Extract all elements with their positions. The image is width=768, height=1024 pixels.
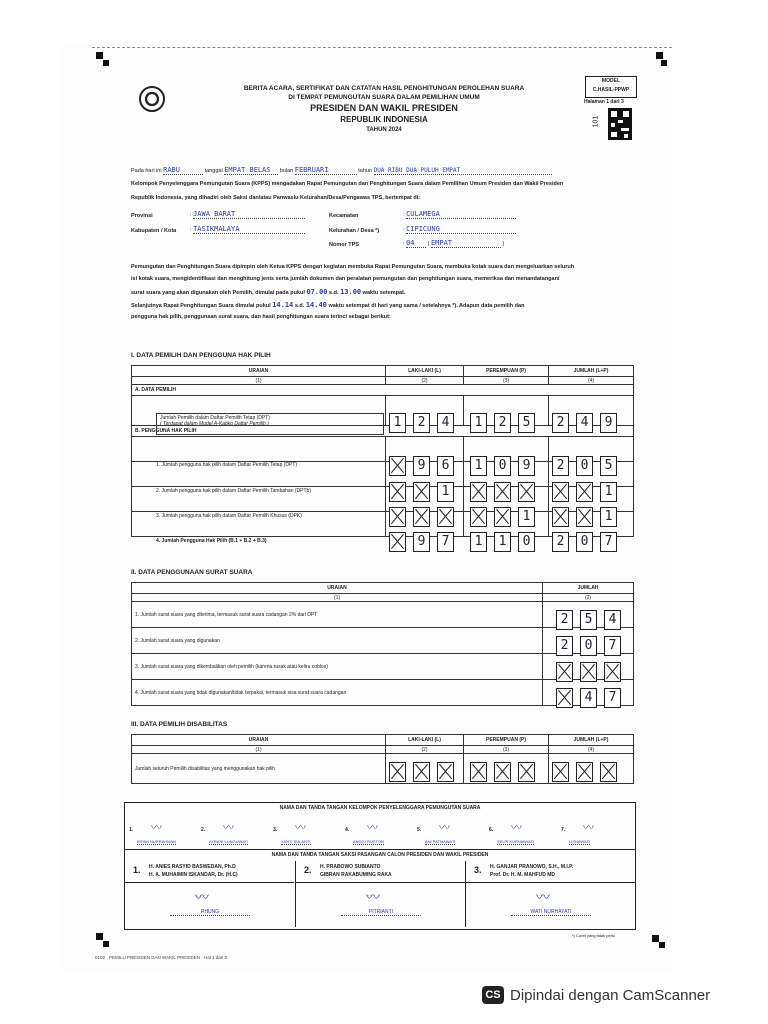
kpps-signature [129,817,199,847]
kpps-signature [489,817,559,847]
b1-digit-box: 5 [600,456,617,476]
b4-digit-box [389,532,406,552]
camscanner-text: Dipindai dengan CamScanner [510,986,711,1004]
pasangan-divider [466,882,635,883]
kpps-name: ANGGI RUSTON [353,839,384,844]
b1-digit-box [389,456,406,476]
disabilitas-digit-box [552,762,569,782]
candidate-vice: Prof. Dr. H. M. MAHFUD MD [490,872,555,878]
model-code: C.HASIL-PPWP [592,87,630,93]
saksi-name: WATI NURHAYATI [511,909,591,916]
registration-mark [103,60,109,66]
b1-digit-box: 9 [518,456,535,476]
pasangan-list [125,861,635,927]
b4-digit-box: 0 [576,532,593,552]
col-uraian: URAIAN [132,583,543,594]
kabupaten-label: Kabupaten / Kota [131,228,177,234]
b3-digit-box [470,507,487,527]
b3-digit-box: 1 [518,507,535,527]
kpps-signature [417,817,487,847]
disabilitas-digit-box [494,762,511,782]
kpps-list [129,817,629,847]
start-time: 07.00 [306,288,328,296]
kpps-name: AI RANI LUNGUWATI [209,839,249,844]
b4-digit-box: 7 [437,532,454,552]
signature-scribble-icon: 〰 [439,822,450,834]
kelurahan-field: : CIPICUNG [403,225,516,234]
candidate-president: H. PRABOWO SUBIANTO [320,864,381,870]
r1-digit-box: 5 [580,610,597,630]
col-num: (4) [549,377,634,385]
header-line4: REPUBLIK INDONESIA [340,115,428,124]
hari-label: Pada hari ini [131,168,162,174]
disabilitas-digit-box [576,762,593,782]
registration-mark [96,52,103,59]
candidate-vice: H. A. MUHAIMIN ISKANDAR, Dr. (H.C) [149,872,238,878]
b2-digit-box [413,482,430,502]
count-end: 14.40 [305,301,327,309]
camscanner-watermark [482,986,710,1004]
disabilitas-digit-box [437,762,454,782]
r2-label: 2. Jumlah surat suara yang digunakan [132,628,543,654]
model-label: MODEL [601,78,621,84]
registration-mark [656,52,663,59]
page-info: Halaman 1 dari 3 [584,99,624,105]
procedure-p3-line [131,288,405,296]
col-num: (1) [132,377,386,385]
dpt-digit-box: 2 [494,413,511,433]
col-num: (2) [386,746,464,754]
dpt-digit-box: 2 [413,413,430,433]
disabilitas-label: Jumlah seluruh Pemilih disabilitas yang menggunakan hak pilih [132,754,386,784]
cut-line [92,47,672,48]
intro-para1: Kelompok Penyelenggara Pemungutan Suara (KPPS) mengadakan Rapat Pemungutan dan Penghitungan Suara dalam Pemilihan Umum Presiden dan Wakil Presiden [131,181,564,187]
kpps-signature [345,817,415,847]
tanggal-label: tanggal [204,168,223,174]
model-box [585,76,637,98]
procedure-p3b: waktu setempat. [362,290,406,296]
tps-value: 04 [406,239,426,248]
r3-label: 3. Jumlah surat suara yang dikembalikan oleh pemilih (karena rusak atau keliru coblos) [132,654,543,680]
kpps-title: NAMA DAN TANDA TANGAN KELOMPOK PENYELENGGARA PEMUNGUTAN SUARA [279,805,481,811]
dpt-label: Jumlah Pemilih dalam Daftar Pemilih Tetap (DPT) [160,415,270,421]
kecamatan-value: CULAMEGA [406,210,516,219]
col-jumlah: JUMLAH (L+P) [549,735,634,746]
bulan-label: bulan [279,168,294,174]
sd-label-2: s.d. [294,303,305,309]
kpps-number: 7. [561,827,566,833]
dpt-digit-box: 5 [518,413,535,433]
saksi-name: PITRIANTI [341,909,421,916]
procedure-p5: pengguna hak pilih, penggunaan surat suara, dan hasil penghitungan suara terinci sebagai berikut: [131,314,391,320]
section1-title: I. DATA PEMILIH DAN PENGGUNA HAK PILIH [131,352,271,359]
section-b-title: B. PENGGUNA HAK PILIH [132,426,634,437]
col-num: (1) [132,594,543,602]
b2-digit-box: 1 [600,482,617,502]
signature-scribble-icon: 〰 [295,822,306,834]
intro-para2: Republik Indonesia, yang dihadiri oleh Saksi dan/atau Panwaslu Kelurahan/Desa/Pengawas TPS, bertempat di: [131,195,421,201]
header-line1: BERITA ACARA, SERTIFIKAT DAN CATATAN HASIL PENGHITUNGAN PEROLEHAN SUARA [243,85,525,92]
b1-digit-box: 1 [470,456,487,476]
section2-title: II. DATA PENGGUNAAN SURAT SUARA [131,569,253,576]
col-perempuan: PEREMPUAN (P) [464,366,549,377]
r4-digit-box [556,688,573,708]
sd-label: s.d. [329,290,339,296]
b2-digit-box [389,482,406,502]
disabilitas-digit-box [413,762,430,782]
camscanner-logo-icon: CS [482,986,504,1004]
note: *) Coret yang tidak perlu [572,933,616,938]
r1-label: 1. Jumlah surat suara yang diterima, termasuk surat suara cadangan 2% dari DPT [132,602,543,628]
signature-scribble-icon: 〰 [511,822,522,834]
b3-digit-box [389,507,406,527]
disabilitas-digit-box [518,762,535,782]
procedure-p4-line [131,301,524,309]
r1-digit-box: 4 [604,610,621,630]
b4-digit-box: 2 [552,532,569,552]
signature-scribble-icon: 〰 [223,822,234,834]
bulan-value: FEBRUARI [295,166,357,175]
col-num: (3) [464,746,549,754]
disabilitas-digit-box [600,762,617,782]
registration-mark [659,942,665,948]
provinsi-value: JAWA BARAT [193,210,305,219]
tps-field: : 04 ( EMPAT ) [403,239,505,247]
count-start: 14.14 [272,301,294,309]
saksi-title: NAMA DAN TANDA TANGAN SAKSI PASANGAN CALON PRESIDEN DAN WAKIL PRESIDEN [125,849,635,858]
b2-digit-box [552,482,569,502]
b2-digit-box [494,482,511,502]
r4-label: 4. Jumlah surat suara yang tidak digunakan/tidak terpakai, termasuk sisa surat suara cadangan [132,680,543,706]
b3-digit-box [576,507,593,527]
signature-scribble-icon: 〰 [367,822,378,834]
kpps-number: 3. [273,827,278,833]
disabilitas-digit-box [470,762,487,782]
b1-digit-box: 2 [552,456,569,476]
r3-digit-box [580,662,597,682]
b3-digit-box [413,507,430,527]
header-line2: DI TEMPAT PEMUNGUTAN SUARA DALAM PEMILIHAN UMUM [288,94,480,101]
b2-label: 2. Jumlah pengguna hak pilih dalam Daftar Pemilih Tambahan (DPTb) [156,488,311,494]
signature-scribble-icon: 〰 [536,889,550,905]
procedure-p4: Selanjutnya Rapat Penghitungan Suara dimulai pukul [131,303,271,309]
b3-digit-box [494,507,511,527]
registration-mark [103,941,109,947]
kabupaten-value: TASIKMALAYA [193,225,305,234]
tahun-label: tahun [358,168,373,174]
kpps-number: 2. [201,827,206,833]
saksi-name: RHUNG [170,909,250,916]
r4-digit-box: 7 [604,688,621,708]
pasangan-divider [296,882,465,883]
candidate-vice: GIBRAN RAKABUMING RAKA [320,872,392,878]
qr-code-icon [608,108,632,140]
col-uraian: URAIAN [132,735,386,746]
procedure-p2: isi kotak suara, mengidentifikasi dan menghitung jenis serta jumlah dokumen dan peralatan pemungutan dan penghitungan suara, memeriksa dan menandatangani [131,276,560,282]
dpt-digit-box: 2 [552,413,569,433]
candidate-president: H. ANIES RASYID BASWEDAN, Ph.D [149,864,236,870]
col-laki: LAKI-LAKI (L) [386,735,464,746]
dpt-digit-box: 1 [389,413,406,433]
b1-digit-box: 0 [494,456,511,476]
kpps-name: YANTI SULANTI [281,839,311,844]
r2-digit-box: 7 [604,636,621,656]
candidate-president: H. GANJAR PRANOWO, S.H., M.I.P. [490,864,574,870]
hari-value: RABU [163,166,203,175]
dpt-row-label [156,413,384,435]
kpps-name: LISNAWATI [569,839,590,844]
b3-label: 3. Jumlah pengguna hak pilih dalam Daftar Pemilih Khusus (DPK) [156,513,302,519]
col-num: (4) [549,746,634,754]
kpps-number: 6. [489,827,494,833]
signature-scribble-icon: 〰 [195,889,209,905]
col-num: (2) [543,594,634,602]
kpps-signature [273,817,343,847]
dpt-digit-box: 9 [600,413,617,433]
b3-digit-box [437,507,454,527]
b3-digit-box [552,507,569,527]
signature-scribble-icon: 〰 [366,889,380,905]
kpps-name: IRPAN NURRAHMAN [137,839,177,844]
header-line5: TAHUN 2024 [366,127,402,133]
provinsi-field: : JAWA BARAT [190,210,305,219]
pasangan-number: 1. [133,865,141,875]
tps-label: Nomor TPS [329,242,359,248]
col-num: (3) [464,377,549,385]
b1-digit-box: 6 [437,456,454,476]
col-num: (1) [132,746,386,754]
qr-number: 101 [592,115,600,128]
b2-digit-box [470,482,487,502]
procedure-p1: Pemungutan dan Penghitungan Suara dipimpin oleh Ketua KPPS dengan kegiatan membuka Rapat Pemungutan Suara, membuka kotak suara dan mengeluarkan seluruh [131,264,575,270]
signature-block [124,802,636,930]
pasangan-cell [125,861,294,927]
dpt-label-note: ( Terdapat dalam Model A-Kabko Daftar Pemilih ) [160,421,269,427]
r4-digit-box: 4 [580,688,597,708]
dpt-digit-box: 4 [437,413,454,433]
registration-mark [661,60,667,66]
col-uraian: URAIAN [132,366,386,377]
dpt-digit-box: 4 [576,413,593,433]
r2-digit-box: 0 [580,636,597,656]
pasangan-cell [295,861,465,927]
b4-digit-box: 0 [518,532,535,552]
r2-digit-box: 2 [556,636,573,656]
r1-digit-box: 2 [556,610,573,630]
r3-digit-box [556,662,573,682]
section3-title: III. DATA PEMILIH DISABILITAS [131,721,228,728]
kpps-signature [561,817,631,847]
b4-digit-box: 1 [470,532,487,552]
disabilitas-digit-box [389,762,406,782]
col-laki: LAKI-LAKI (L) [386,366,464,377]
kpps-number: 5. [417,827,422,833]
tanggal-value: EMPAT BELAS [224,166,278,175]
col-jumlah: JUMLAH [543,583,634,594]
pasangan-divider [125,882,294,883]
col-num: (2) [386,377,464,385]
col-jumlah: JUMLAH (L+P) [549,366,634,377]
b3-digit-box: 1 [600,507,617,527]
r3-digit-box [604,662,621,682]
tahun-value: DUA RIBU DUA PULUH EMPAT [374,167,552,175]
b2-digit-box [576,482,593,502]
end-time: 13.00 [340,288,362,296]
date-line [131,166,552,175]
registration-mark [96,933,103,940]
provinsi-label: Provinsi [131,213,153,219]
signature-scribble-icon: 〰 [151,822,162,834]
pasangan-number: 2. [304,865,312,875]
kpps-signature [201,817,271,847]
b4-label: 4. Jumlah Pengguna Hak Pilih (B.1 + B.2 + B.3) [156,538,267,544]
b2-digit-box [518,482,535,502]
b4-digit-box: 7 [600,532,617,552]
footer-text: 0102 · PEMILU PRESIDEN DAN WAKIL PRESIDEN · Hal 1 dari 3 [95,955,227,960]
b4-digit-box: 9 [413,532,430,552]
kpps-number: 4. [345,827,350,833]
pasangan-number: 3. [474,865,482,875]
b1-digit-box: 9 [413,456,430,476]
pasangan-cell [465,861,635,927]
b1-label: 1. Jumlah pengguna hak pilih dalam Daftar Pemilih Tetap (DPT) [156,462,298,468]
procedure-p4b: waktu setempat di hari yang sama / setelahnya *). Adapun data pemilih dan [328,303,525,309]
signature-scribble-icon: 〰 [583,822,594,834]
kelurahan-label: Kelurahan / Desa *) [329,228,380,234]
dpt-digit-box: 1 [470,413,487,433]
kecamatan-field: : CULAMEGA [403,210,516,219]
tps-words: EMPAT [431,239,501,248]
kpps-name: SELPI KURNIAWATI [497,839,534,844]
procedure-p3: surat suara yang akan digunakan oleh Pemilih, dimulai pada pukul [131,290,305,296]
col-perempuan: PEREMPUAN (P) [464,735,549,746]
kabupaten-field: : TASIKMALAYA [190,225,305,234]
kecamatan-label: Kecamatan [329,213,359,219]
section-a-title: A. DATA PEMILIH [132,385,634,396]
header-line3: PRESIDEN DAN WAKIL PRESIDEN [310,103,458,113]
registration-mark [652,935,659,942]
b4-digit-box: 1 [494,532,511,552]
b2-digit-box: 1 [437,482,454,502]
kelurahan-value: CIPICUNG [406,225,516,234]
kpps-name: ANI PATMAWATI [425,839,456,844]
kpps-number: 1. [129,827,134,833]
b1-digit-box: 0 [576,456,593,476]
